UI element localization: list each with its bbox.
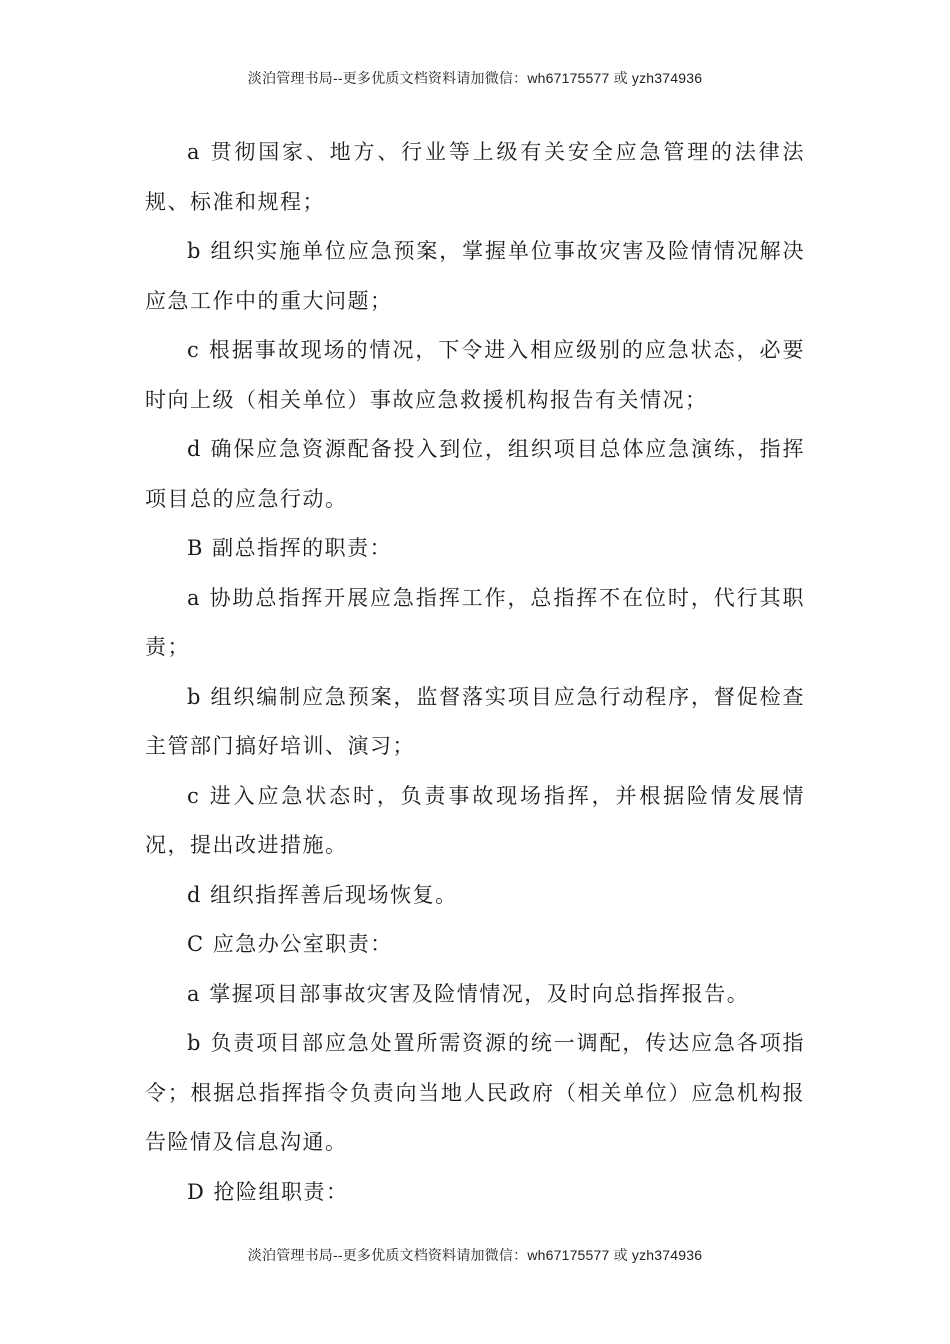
page-footer: 淡泊管理书局--更多优质文档资料请加微信：wh67175577 或 yzh374936 xyxy=(247,1247,703,1263)
section-heading-d: D 抢险组职责： xyxy=(187,1179,349,1204)
paragraph-c-a-report: a 掌握项目部事故灾害及险情情况，及时向总指挥报告。 xyxy=(187,981,750,1006)
section-heading-c: C 应急办公室职责： xyxy=(187,932,393,956)
section-heading-b: B 副总指挥的职责： xyxy=(187,536,393,560)
paragraph-a-laws: a 贯彻国家、地方、行业等上级有关安全应急管理的法律法规、标准和规程； xyxy=(145,140,805,214)
paragraph-b-b-compile: b 组织编制应急预案，监督落实项目应急行动程序，督促检查主管部门搞好培训、演习； xyxy=(145,684,805,758)
paragraph-c-b-allocate: b 负责项目部应急处置所需资源的统一调配，传达应急各项指令；根据总指挥指令负责向当地人民政府（相关单位）应急机构报告险情及信息沟通。 xyxy=(145,1031,805,1154)
paragraph-b-d-recovery: d 组织指挥善后现场恢复。 xyxy=(187,882,458,907)
paragraph-b-plan: b 组织实施单位应急预案，掌握单位事故灾害及险情情况解决应急工作中的重大问题； xyxy=(145,239,805,313)
paragraph-b-a-assist: a 协助总指挥开展应急指挥工作，总指挥不在位时，代行其职责； xyxy=(145,585,805,659)
paragraph-b-c-command: c 进入应急状态时，负责事故现场指挥，并根据险情发展情况，提出改进措施。 xyxy=(145,783,805,857)
paragraph-c-scene: c 根据事故现场的情况，下令进入相应级别的应急状态，必要时向上级（相关单位）事故应急救援机构报告有关情况； xyxy=(145,338,805,412)
paragraph-d-resources: d 确保应急资源配备投入到位，组织项目总体应急演练，指挥项目总的应急行动。 xyxy=(145,437,805,511)
document-body xyxy=(145,128,805,1217)
page-header: 淡泊管理书局--更多优质文档资料请加微信：wh67175577 或 yzh374936 xyxy=(247,70,703,86)
